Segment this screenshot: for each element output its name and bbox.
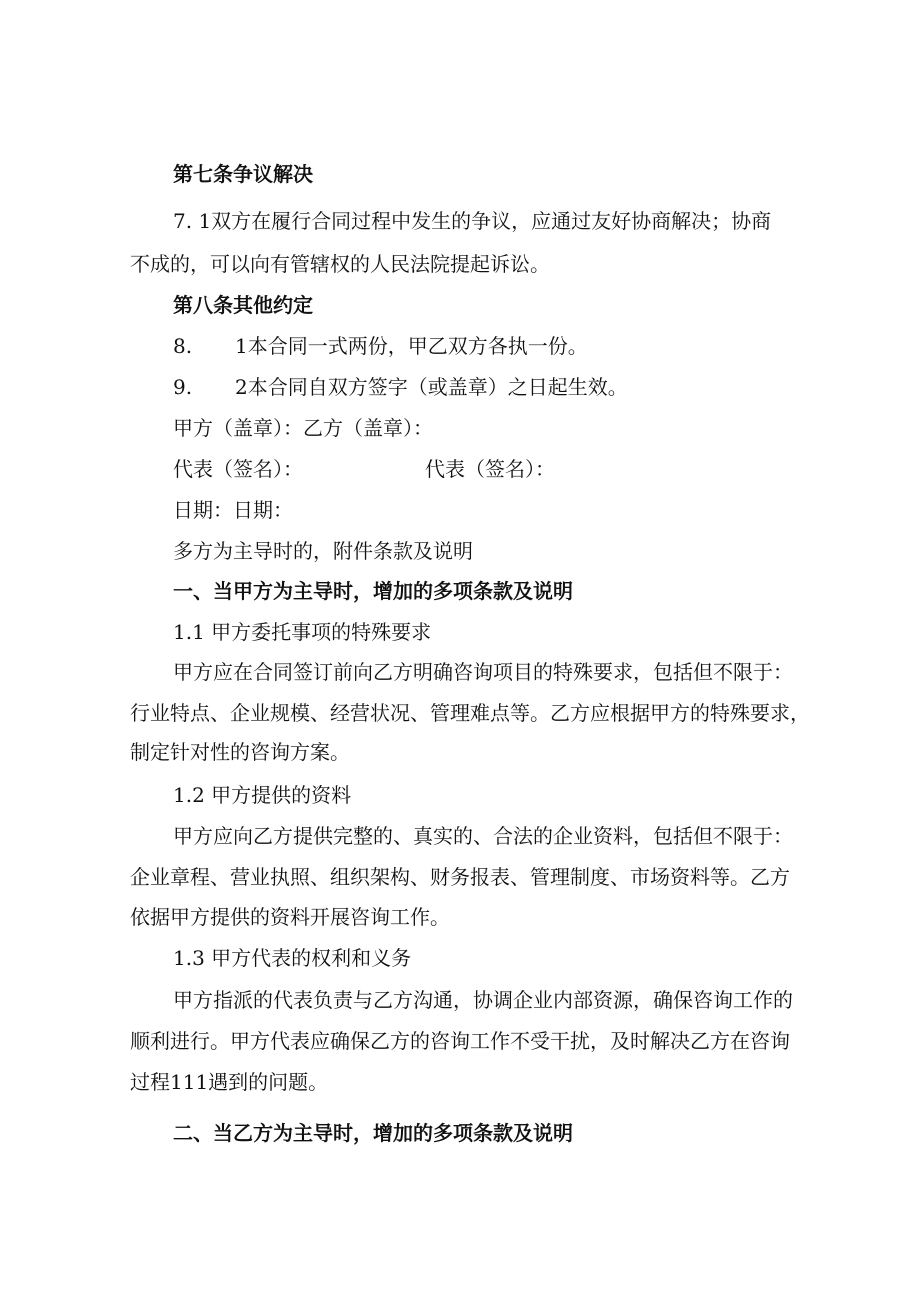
clause-8-2 (173, 374, 628, 400)
subsection-1-1-line-1: 甲方应在合同签订前向乙方明确咨询项目的特殊要求，包括但不限于： (173, 660, 793, 684)
section-1-heading: 一、当甲方为主导时，增加的多项条款及说明 (173, 579, 573, 603)
subsection-1-2-title: 1.2 甲方提供的资料 (173, 783, 352, 807)
clause-number: 9. (173, 375, 193, 399)
clause-text: 1本合同一式两份，甲乙双方各执一份。 (235, 334, 588, 358)
subsection-1-3-title: 1.3 甲方代表的权利和义务 (173, 946, 412, 970)
date-line: 日期：日期： (173, 498, 293, 522)
subsection-1-2-line-2: 企业章程、营业执照、组织架构、财务报表、管理制度、市场资料等。乙方 (130, 865, 790, 889)
clause-8-1 (173, 333, 588, 359)
representative-a-signature: 代表（签名）： (173, 457, 303, 481)
subsection-1-3-line-1: 甲方指派的代表负责与乙方沟通，协调企业内部资源，确保咨询工作的 (173, 988, 793, 1012)
clause-number: 8. (173, 334, 193, 358)
seal-line: 甲方（盖章）：乙方（盖章）： (173, 416, 433, 440)
subsection-1-2-line-3: 依据甲方提供的资料开展咨询工作。 (130, 905, 450, 929)
article-7-heading: 第七条争议解决 (173, 162, 313, 186)
clause-7-1-line-2: 不成的，可以向有管辖权的人民法院提起诉讼。 (130, 252, 550, 276)
clause-7-1-line-1: 7. 1双方在履行合同过程中发生的争议，应通过友好协商解决；协商 (173, 209, 772, 233)
representative-b-signature: 代表（签名）： (425, 457, 555, 481)
article-8-heading: 第八条其他约定 (173, 293, 313, 317)
clause-text: 2本合同自双方签字（或盖章）之日起生效。 (235, 375, 628, 399)
subsection-1-1-line-2: 行业特点、企业规模、经营状况、管理难点等。乙方应根据甲方的特殊要求， (130, 701, 810, 725)
subsection-1-3-line-2: 顺利进行。甲方代表应确保乙方的咨询工作不受干扰，及时解决乙方在咨询 (130, 1029, 790, 1053)
subsection-1-3-line-3: 过程111遇到的问题。 (130, 1070, 329, 1094)
subsection-1-2-line-1: 甲方应向乙方提供完整的、真实的、合法的企业资料，包括但不限于： (173, 824, 793, 848)
subsection-1-1-line-3: 制定针对性的咨询方案。 (130, 740, 350, 764)
annex-intro: 多方为主导时的，附件条款及说明 (173, 539, 473, 563)
subsection-1-1-title: 1.1 甲方委托事项的特殊要求 (173, 620, 432, 644)
section-2-heading: 二、当乙方为主导时，增加的多项条款及说明 (173, 1121, 573, 1145)
